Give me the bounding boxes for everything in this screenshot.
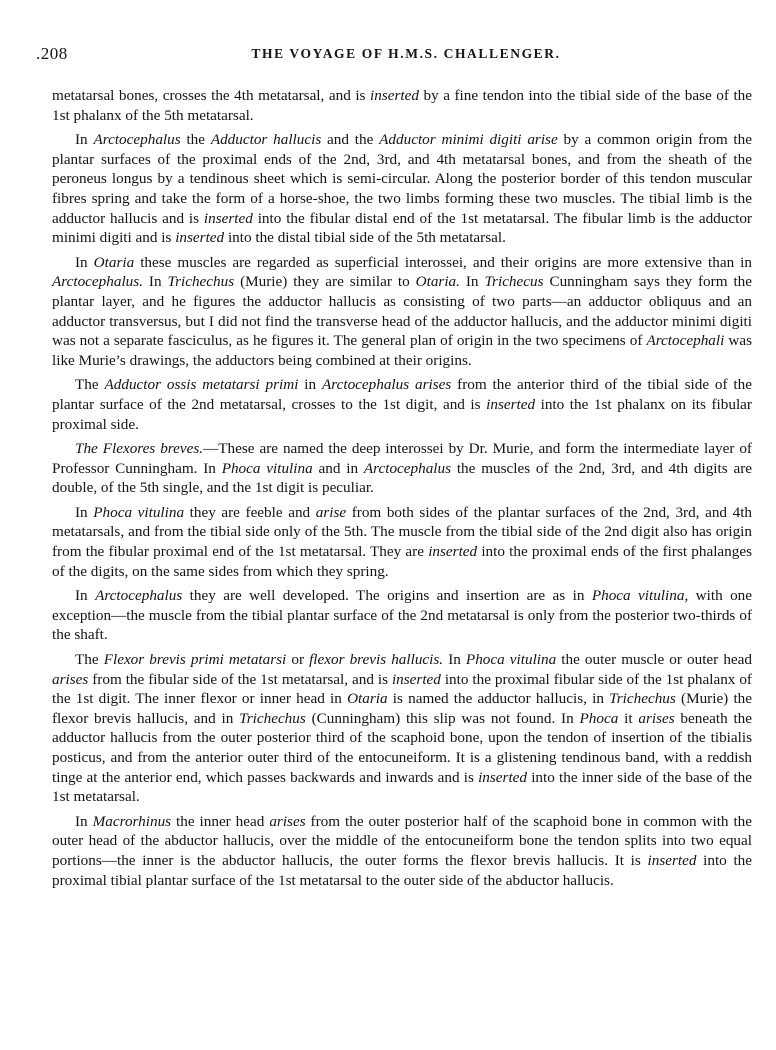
italic-text: The Flexores breves.	[75, 440, 204, 458]
text-run: in	[298, 376, 322, 394]
italic-text: Arctocephalus	[363, 459, 452, 477]
italic-text: Otaria	[93, 253, 135, 271]
text-run: is named the adductor hallucis, in	[387, 690, 610, 708]
page-number: .208	[36, 44, 68, 63]
italic-text: Trichechus	[609, 690, 676, 708]
italic-text: Adductor ossis metatarsi primi	[104, 376, 299, 394]
text-run: from both sides of the plantar surfaces of the 2nd, 3rd, and 4th metatarsals, and from the tibial side only of the 5th. The muscle from the tibial side of the 2nd digit also has origin from the fibular proximal end of the 1st metatarsal. They are	[52, 503, 753, 561]
italic-text: Adductor hallucis	[210, 131, 322, 149]
text-run: into the distal tibial side of the 5th metatarsal.	[224, 229, 506, 247]
italic-text: Phoca vitulina	[221, 459, 313, 477]
paragraph	[52, 375, 752, 434]
text-run: In	[75, 812, 93, 830]
paragraph	[52, 586, 752, 645]
italic-text: Trichecus	[484, 273, 544, 291]
text-run: it	[618, 709, 639, 727]
text-run: from the fibular side of the 1st metatarsal, and is	[88, 670, 392, 688]
text-run: into the inner side of the base of the 1st metatarsal.	[52, 768, 752, 806]
text-run: these muscles are regarded as superficial interossei, and their origins are more extensive than in	[134, 253, 752, 271]
italic-text: Otaria.	[415, 273, 460, 291]
paragraph	[52, 253, 752, 371]
text-run: by a fine tendon into the tibial side of the base of the 1st phalanx of the 5th metatarsal.	[52, 87, 753, 124]
text-run: beneath the adductor hallucis from the outer posterior third of the scaphoid bone, upon the tendon of insertion of the tibialis posticus, and from the anterior outer third of the entocuneiform. It is a glistening tendinous band, with a reddish tinge at the anterior end, which passes backwards and inwards and is	[52, 709, 753, 786]
text-run: into the proximal fibular side of the 1st phalanx of the 1st digit. The inner flexor or inner head in	[52, 670, 752, 708]
text-run: from the anterior third of the tibial side of the plantar surface of the 2nd metatarsal, crosses to the 1st digit, and is	[52, 376, 752, 413]
text-run: the	[180, 131, 211, 149]
text-run: into the proximal tibial plantar surface of the 1st metatarsal to the outer side of the abductor hallucis.	[52, 851, 752, 889]
text-run: and in	[312, 459, 364, 477]
text-run: and the	[321, 131, 380, 149]
italic-text: Phoca vitulina	[93, 503, 185, 521]
text-run: (Murie) the flexor brevis hallucis, and in	[52, 690, 752, 727]
italic-text: Flexor brevis primi metatarsi	[103, 651, 287, 669]
italic-text: arises	[52, 670, 89, 688]
italic-text: Arctocephalus.	[52, 273, 143, 291]
italic-text: arises	[269, 812, 306, 830]
italic-text: inserted	[486, 395, 536, 413]
text-run: metatarsal bones, crosses the 4th metatarsal, and is	[52, 87, 370, 104]
italic-text: flexor brevis hallucis.	[309, 651, 444, 669]
text-run: In	[75, 131, 94, 149]
paragraph	[52, 503, 752, 581]
paragraph	[52, 86, 752, 125]
italic-text: inserted	[391, 670, 441, 688]
running-head	[36, 44, 748, 66]
text-run: from the outer posterior half of the scaphoid bone in common with the outer head of the abductor hallucis, over the middle of the entocuneiform bone the tendon splits into two equal portions—the inner is the abductor hallucis, the outer forms the flexor brevis hallucis. It is	[52, 812, 752, 869]
paragraph	[52, 812, 752, 890]
text-run: —These are named the deep interossei by Dr. Murie, and form the intermediate layer of Professor Cunningham. In	[52, 440, 752, 477]
italic-text: inserted	[647, 851, 697, 869]
text-run: into the fibular distal end of the 1st metatarsal. The fibular limb is the adductor minimi digiti and is	[52, 209, 752, 247]
text-run: into the proximal ends of the first phalanges of the digits, on the same sides from which they spring.	[52, 543, 753, 580]
text-run: The	[75, 376, 105, 394]
text-run: In	[75, 253, 94, 271]
italic-text: inserted	[175, 229, 225, 247]
italic-text: Macrorhinus	[92, 812, 172, 830]
italic-text: Arctocephalus arises	[321, 376, 452, 394]
italic-text: Phoca vitulina	[465, 651, 557, 669]
text-run: (Cunningham) this slip was not found. In	[305, 709, 580, 727]
text-run: In	[75, 587, 96, 605]
text-run: the outer muscle or outer head	[556, 651, 752, 669]
italic-text: Arctocephalus	[95, 587, 183, 605]
italic-text: inserted	[203, 209, 253, 227]
text-run: Cunningham says they form the plantar layer, and he figures the adductor hallucis as consisting of two parts—an adductor obliquus and an adductor transversus, but I did not find the transverse head of the adductor hallucis, and the adductor minimi digiti was not a separate fasciculus, as he figures it. The general plan of origin in the two specimens of	[52, 273, 752, 350]
text-run: In	[142, 273, 168, 291]
italic-text: Trichechus	[239, 709, 306, 727]
text-run: by a common origin from the plantar surfaces of the proximal ends of the 2nd, 3rd, and 4th metatarsal bones, and from the sheath of the peroneus longus by a tendinous sheet which is semi-circular. Along the posterior border of this tendon muscular fibres spring and take the form of a horse-shoe, the two limbs forming these two muscles. The tibial limb is the adductor hallucis and is	[52, 131, 752, 227]
text-run: In	[75, 503, 94, 521]
paragraph	[52, 650, 752, 807]
paragraph	[52, 439, 752, 498]
italic-text: Otaria	[347, 690, 388, 708]
text-run: In	[443, 651, 466, 669]
italic-text: Arctocephali	[646, 332, 725, 350]
paragraph	[52, 130, 752, 248]
text-run: into the 1st phalanx on its fibular proximal side.	[52, 395, 752, 433]
text-run: The	[75, 651, 104, 669]
body-text	[52, 86, 752, 895]
italic-text: Arctocephalus	[93, 131, 181, 149]
italic-text: inserted	[370, 87, 419, 104]
text-run: they are feeble and	[184, 503, 316, 521]
italic-text: Phoca vitulina,	[591, 587, 689, 605]
italic-text: arises	[638, 709, 675, 727]
italic-text: inserted	[428, 543, 478, 561]
text-run: the inner head	[171, 812, 270, 830]
italic-text: Trichechus	[167, 273, 235, 291]
text-run: was like Murie’s drawings, the adductors being combined at their origins.	[52, 332, 752, 369]
text-run: or	[286, 651, 310, 669]
text-run: the muscles of the 2nd, 3rd, and 4th digits are double, of the 5th single, and the 1st digit is peculiar.	[52, 459, 752, 497]
text-run: (Murie) they are similar to	[234, 273, 416, 291]
running-head-title: THE VOYAGE OF H.M.S. CHALLENGER.	[251, 46, 561, 61]
italic-text: Adductor minimi digiti arise	[379, 131, 558, 149]
italic-text: inserted	[478, 768, 528, 786]
text-run: In	[459, 273, 485, 291]
text-run: with one exception—the muscle from the tibial plantar surface of the 2nd metatarsal is only from the posterior two-thirds of the shaft.	[52, 587, 753, 644]
italic-text: arise	[315, 503, 347, 521]
text-run: they are well developed. The origins and insertion are as in	[182, 587, 592, 605]
italic-text: Phoca	[579, 709, 619, 727]
